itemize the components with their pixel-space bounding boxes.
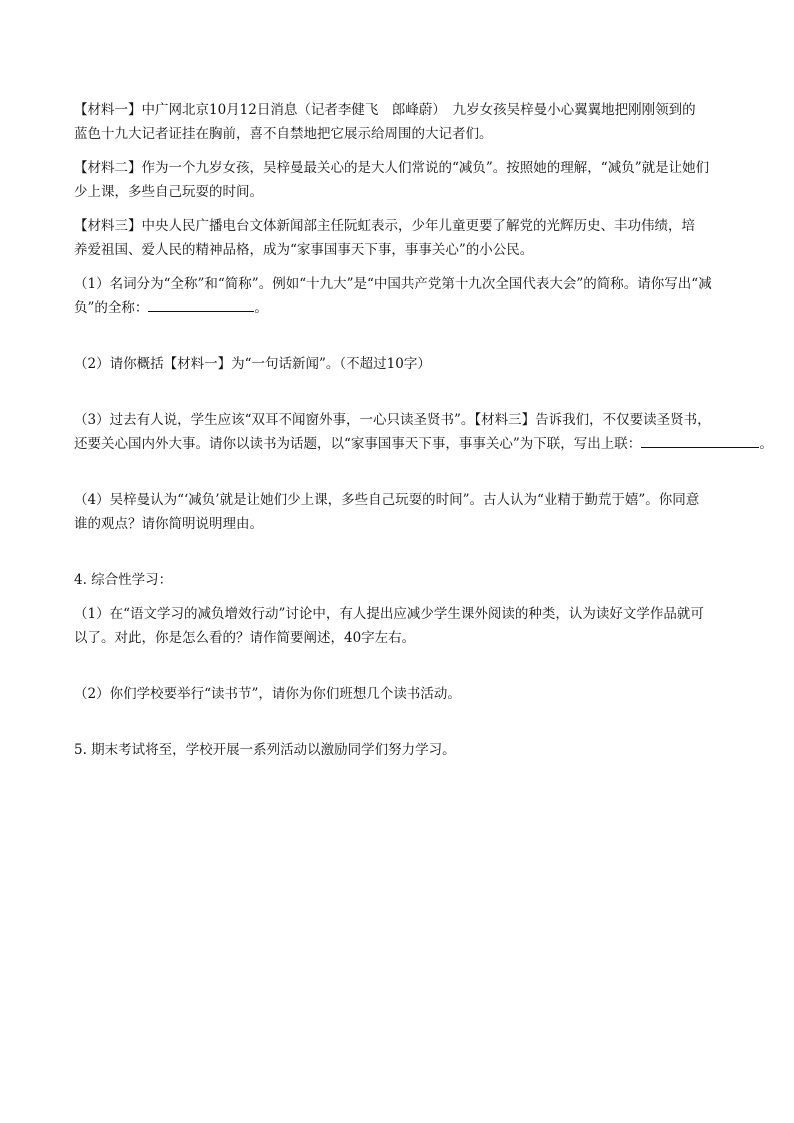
question-2-line-1: （2）请你概括【材料一】为“一句话新闻”。（不超过10字） bbox=[74, 356, 431, 372]
question-1-line-2 bbox=[74, 296, 734, 320]
material-2 bbox=[74, 156, 734, 204]
question-3 bbox=[74, 408, 773, 456]
material-2-line-1: 【材料二】作为一个九岁女孩，吴梓曼最关心的是大人们常说的“减负”。按照她的理解，“减负”就是让她们 bbox=[74, 160, 710, 176]
question-3-suffix: 。 bbox=[759, 436, 773, 452]
question-4-line-2: 谁的观点？请你简明说明理由。 bbox=[74, 516, 263, 532]
question-3-line-2 bbox=[74, 432, 773, 456]
question-2 bbox=[74, 352, 734, 376]
question-1-answer-blank[interactable] bbox=[148, 296, 254, 312]
section-4-question-2 bbox=[74, 682, 734, 706]
material-1-line-2: 蓝色十九大记者证挂在胸前，喜不自禁地把它展示给周围的大记者们。 bbox=[74, 126, 493, 142]
section-4-question-1 bbox=[74, 602, 734, 650]
material-2-line-2: 少上课，多些自己玩耍的时间。 bbox=[74, 184, 263, 200]
question-1-suffix: 。 bbox=[254, 300, 268, 316]
document-page bbox=[74, 98, 773, 772]
question-1 bbox=[74, 272, 734, 320]
material-3-line-1: 【材料三】中央人民广播电台文体新闻部主任阮虹表示，少年儿童更要了解党的光辉历史、丰功伟绩，培 bbox=[74, 218, 695, 234]
question-1-line-1: （1）名词分为“全称”和“简称”。例如“十九大”是“中国共产党第十九次全国代表大会”的简称。请你写出“减 bbox=[74, 276, 712, 292]
section-5-heading: 5. 期末考试将至，学校开展一系列活动以激励同学们努力学习。 bbox=[74, 742, 456, 758]
section-4-question-2-line-1: （2）你们学校要举行“读书节”，请你为你们班想几个读书活动。 bbox=[74, 686, 461, 702]
section-4-question-1-line-1: （1）在“语文学习的减负增效行动”讨论中，有人提出应减少学生课外阅读的种类，认为读好文学作品就可 bbox=[74, 606, 704, 622]
section-4-question-1-line-2: 以了。对此，你是怎么看的？请作简要阐述，40字左右。 bbox=[74, 630, 416, 646]
material-1-line-1: 【材料一】中广网北京10月12日消息（记者李健飞 郎峰蔚） 九岁女孩吴梓曼小心翼翼地把刚刚领到的 bbox=[74, 102, 696, 118]
material-3 bbox=[74, 214, 734, 262]
section-4-heading: 4. 综合性学习： bbox=[74, 572, 173, 588]
section-4-title bbox=[74, 568, 734, 592]
question-3-answer-blank[interactable] bbox=[641, 432, 759, 448]
question-3-line-1: （3）过去有人说，学生应该“双耳不闻窗外事，一心只读圣贤书”。【材料三】告诉我们，不仅要读圣贤书， bbox=[74, 412, 711, 428]
question-4-line-1: （4）吴梓曼认为“‘减负’就是让她们少上课，多些自己玩耍的时间”。古人认为“业精于勤荒于嬉”。你同意 bbox=[74, 492, 700, 508]
question-4 bbox=[74, 488, 734, 536]
material-1 bbox=[74, 98, 734, 146]
material-3-line-2: 养爱祖国、爱人民的精神品格，成为“家事国事天下事，事事关心”的小公民。 bbox=[74, 242, 534, 258]
section-5-title bbox=[74, 738, 734, 762]
question-3-prefix: 还要关心国内外大事。请你以读书为话题，以“家事国事天下事，事事关心”为下联，写出上联： bbox=[74, 436, 642, 452]
question-1-prefix: 负”的全称： bbox=[74, 300, 149, 316]
